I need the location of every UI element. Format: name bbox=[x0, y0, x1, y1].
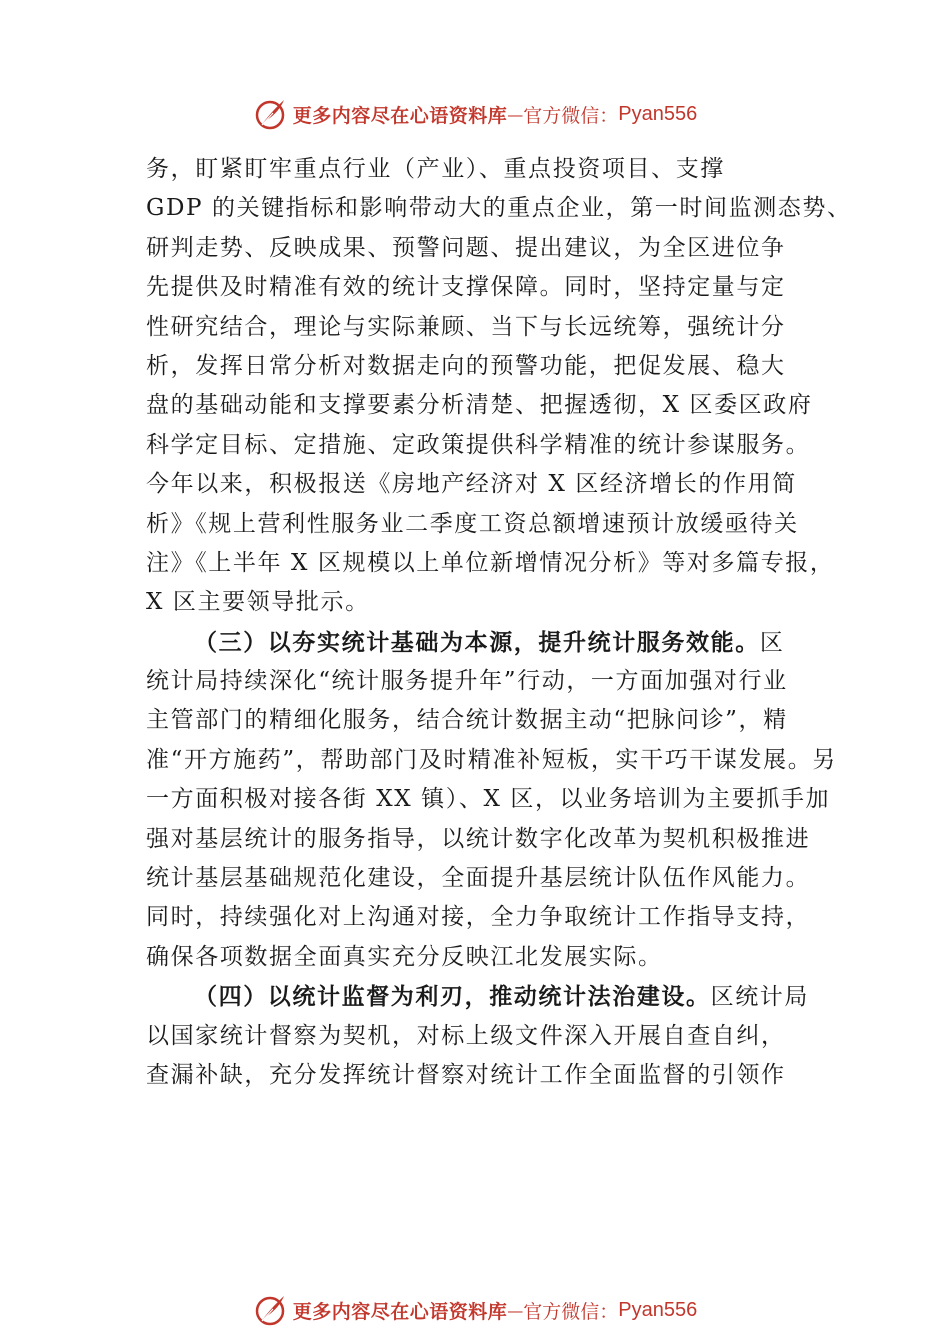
text-line: 准“开方施药”，帮助部门及时精准补短板，实干巧干谋发展。另 bbox=[146, 746, 837, 773]
text-line: 盘的基础动能和支撑要素分析清楚、把握透彻，X 区委区政府 bbox=[146, 392, 813, 419]
text-line: 析》《规上营利性服务业二季度工资总额增速预计放缓亟待关 bbox=[146, 510, 799, 537]
watermark-main: 更多内容尽在心语资料库 bbox=[292, 1300, 508, 1323]
watermark-sep: — bbox=[507, 1300, 524, 1320]
text-line: 研判走势、反映成果、预警问题、提出建议，为全区进位争 bbox=[146, 234, 786, 261]
text-line: X 区主要领导批示。 bbox=[146, 589, 370, 616]
text-line: GDP 的关键指标和影响带动大的重点企业，第一时间监测态势、 bbox=[146, 195, 852, 222]
text-line: 科学定目标、定措施、定政策提供科学精准的统计参谋服务。 bbox=[146, 431, 811, 458]
section-3-heading-tail: 区 bbox=[759, 629, 785, 656]
section-4-heading-tail: 区统计局 bbox=[710, 984, 810, 1011]
section-4-heading: （四）以统计监督为利刃，推动统计法治建设。 bbox=[194, 983, 711, 1011]
watermark-id: Pyan556 bbox=[618, 1298, 698, 1321]
watermark-label: 官方微信： bbox=[523, 1300, 619, 1323]
watermark-label: 官方微信： bbox=[523, 104, 619, 127]
watermark-sep: — bbox=[507, 104, 524, 124]
quill-pen-logo-icon bbox=[253, 1292, 289, 1328]
watermark-id: Pyan556 bbox=[618, 102, 698, 125]
text-line: 统计基层基础规范化建设，全面提升基层统计队伍作风能力。 bbox=[146, 865, 811, 892]
text-line: 强对基层统计的服务指导，以统计数字化改革为契机积极推进 bbox=[146, 825, 811, 852]
watermark-main: 更多内容尽在心语资料库 bbox=[292, 104, 508, 127]
text-line: 一方面积极对接各街 XX 镇）、X 区，以业务培训为主要抓手加 bbox=[146, 786, 831, 813]
document-body bbox=[146, 150, 852, 1095]
text-line: 今年以来，积极报送《房地产经济对 X 区经济增长的作用简 bbox=[146, 471, 797, 498]
section-3-heading-line bbox=[146, 623, 836, 662]
header-watermark bbox=[0, 94, 950, 134]
section-3-heading: （三）以夯实统计基础为本源，提升统计服务效能。 bbox=[194, 628, 760, 656]
text-line: 务，盯紧盯牢重点行业（产业）、重点投资项目、支撑 bbox=[146, 156, 725, 182]
footer-watermark bbox=[0, 1290, 950, 1330]
text-line: 以国家统计督察为契机，对标上级文件深入开展自查自纠， bbox=[146, 1022, 786, 1049]
text-line: 先提供及时精准有效的统计支撑保障。同时，坚持定量与定 bbox=[146, 274, 786, 301]
text-line: 性研究结合，理论与实际兼顾、当下与长远统筹，强统计分 bbox=[146, 313, 786, 340]
text-line: 查漏补缺，充分发挥统计督察对统计工作全面监督的引领作 bbox=[146, 1061, 786, 1088]
text-line: 主管部门的精细化服务，结合统计数据主动“把脉问诊”，精 bbox=[146, 707, 788, 734]
quill-pen-logo-icon bbox=[253, 96, 289, 132]
text-line: 统计局持续深化“统计服务提升年”行动，一方面加强对行业 bbox=[146, 668, 788, 695]
text-line: 同时，持续强化对上沟通对接，全力争取统计工作指导支持， bbox=[146, 904, 811, 931]
section-4-heading-line bbox=[146, 977, 836, 1016]
text-line: 析，发挥日常分析对数据走向的预警功能，把促发展、稳大 bbox=[146, 352, 786, 379]
text-line: 确保各项数据全面真实充分反映江北发展实际。 bbox=[146, 943, 663, 970]
text-line: 注》《上半年 X 区规模以上单位新增情况分析》等对多篇专报， bbox=[146, 549, 835, 576]
